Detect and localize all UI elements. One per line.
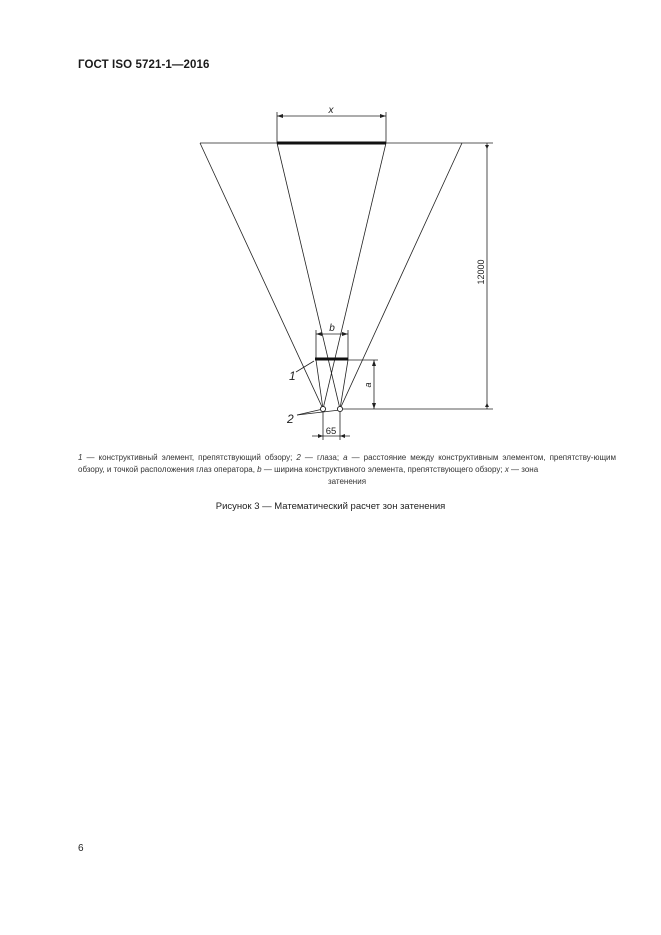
shadow-ray-left: [277, 143, 340, 409]
b-arrow-right: [342, 332, 348, 336]
callout-2-leader-a: [297, 409, 323, 415]
callout-2-leader-b: [297, 410, 340, 415]
cone-left-edge: [200, 143, 323, 409]
legend-key-2: 2: [296, 453, 301, 462]
12000-arrow-top: [485, 145, 489, 149]
legend-key-a: a: [343, 453, 348, 462]
callout-1-label: 1: [289, 369, 296, 383]
callout-2-label: 2: [287, 412, 294, 426]
a-arrow-top: [372, 360, 376, 366]
legend-text-2: — глаза;: [300, 453, 344, 462]
figure-caption: Рисунок 3 — Математический расчет зон затенения: [215, 501, 446, 512]
eye-right: [337, 406, 342, 411]
dim-b-label: b: [329, 323, 335, 334]
shadow-zone-diagram: [0, 0, 661, 450]
x-arrow-left: [277, 114, 283, 118]
document-header: ГОСТ ISO 5721-1—2016: [78, 59, 210, 71]
65-arrow-right: [340, 434, 345, 438]
legend-key-b: b: [257, 465, 262, 474]
legend-text-a: — расстояние между конструктивным элементом, препятству-ющим обзору, и точкой расположения глаз оператора,: [78, 453, 616, 474]
figure-legend: [78, 452, 616, 488]
a-arrow-bottom: [372, 403, 376, 409]
dim-65-label: 65: [325, 426, 337, 437]
b-arrow-left: [316, 332, 322, 336]
eye-left: [320, 406, 325, 411]
legend-key-x: x: [504, 465, 509, 474]
12000-arrow-bottom: [485, 403, 489, 407]
dim-a-label: a: [363, 382, 373, 388]
dim-x-label: x: [328, 105, 334, 116]
obstacle-ray-right: [340, 360, 348, 409]
legend-key-1: 1: [78, 453, 83, 462]
cone-right-edge: [340, 143, 462, 409]
legend-text-b: — ширина конструктивного элемента, препятствующего обзору;: [261, 465, 505, 474]
shadow-ray-right: [323, 143, 386, 409]
legend-text-1: — конструктивный элемент, препятствующий обзору;: [82, 453, 297, 462]
legend-text-end: затенения: [327, 477, 367, 486]
page-number: 6: [78, 843, 84, 854]
dim-12000-label: 12000: [476, 259, 486, 285]
legend-text-x: — зона: [508, 465, 539, 474]
65-arrow-left: [318, 434, 323, 438]
x-arrow-right: [380, 114, 386, 118]
